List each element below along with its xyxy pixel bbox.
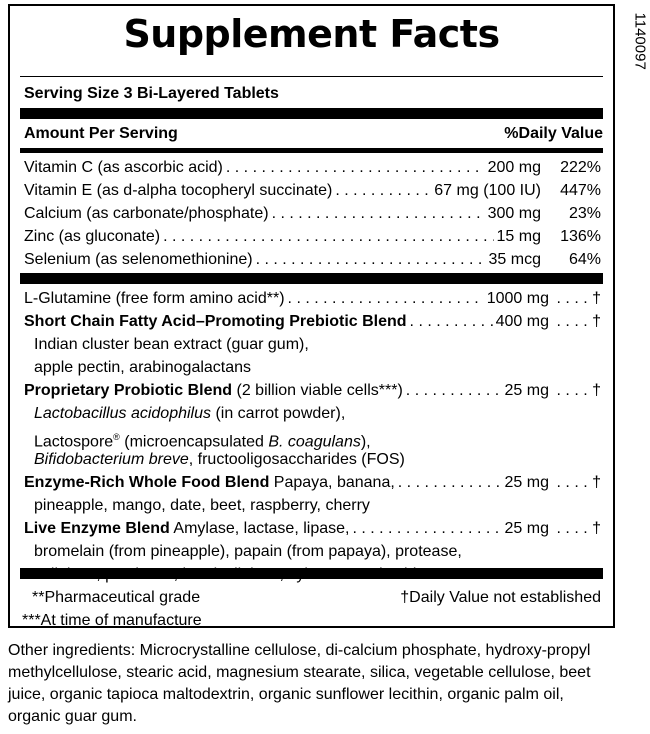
panel-title: Supplement Facts (123, 12, 500, 56)
footnote-dv: †Daily Value not established (400, 589, 601, 606)
strain-name: Bifidobacterium breve (34, 451, 189, 468)
side-code (630, 12, 649, 94)
nutrient-row (24, 181, 601, 201)
probiotic-desc: (2 billion viable cells***) (232, 382, 403, 399)
nutrient-row (24, 204, 601, 224)
probiotic-line-3 (34, 450, 405, 470)
nutrient-amount: 15 mg (496, 228, 541, 245)
nutrient-dv: 222% (560, 159, 601, 176)
other-ingredients: Other ingredients: Microcrystalline cellulose, di-calcium phosphate, hydroxy-propyl methylcellulose, stearic acid, magnesium stearate, silica, vegetable cellulose, beet juice, organic tapioca maltodextrin, organic sunflower lecithin, organic palm oil, organic guar gum. (8, 642, 591, 725)
nutrient-amount: 35 mcg (488, 251, 541, 268)
nutrient-row (24, 158, 601, 178)
glutamine-amount: 1000 mg (486, 290, 549, 307)
probiotic-amount: 25 mg (504, 382, 549, 399)
live-enzyme-row (24, 519, 601, 539)
live-enzyme-amount: 25 mg (504, 520, 549, 537)
nutrient-amount: 200 mg (487, 159, 541, 176)
footnote-manufacture: ***At time of manufacture (22, 612, 202, 629)
product-code: 1140097 (631, 12, 649, 70)
nutrient-row (24, 250, 601, 270)
scfa-dv: . . . . † (556, 313, 601, 330)
strain-name: Lactobacillus acidophilus (34, 405, 211, 422)
strain-name: B. coagulans (268, 433, 361, 451)
scfa-ingredients-2: apple pectin, arabinogalactans (34, 359, 252, 376)
probiotic-line-1-text: (in carrot powder), (211, 405, 346, 422)
enzyme-food-ingredients: pineapple, mango, date, beet, raspberry, cherry (34, 497, 370, 514)
nutrient-dv: 23% (568, 205, 601, 222)
nutrient-row (24, 227, 601, 247)
enzyme-food-desc: Papaya, banana, (269, 474, 395, 491)
divider-thick (20, 108, 603, 119)
scfa-ingredients-1: Indian cluster bean extract (guar gum), (34, 336, 309, 353)
enzyme-food-row (24, 473, 601, 493)
enzyme-food-dv: . . . . † (556, 474, 601, 491)
probiotic-line-2 (34, 427, 371, 452)
live-enzyme-name: Live Enzyme Blend (24, 520, 170, 537)
dv-header: %Daily Value (504, 125, 603, 142)
amount-header: Amount Per Serving (24, 125, 178, 142)
probiotic-dv: . . . . † (556, 382, 601, 399)
nutrient-dv: 64% (568, 251, 601, 268)
divider-thin (20, 76, 603, 77)
nutrient-label: Vitamin E (as d-alpha tocopheryl succinate) (24, 182, 333, 199)
divider-thick (20, 568, 603, 579)
probiotic-line-2-text: (microencapsulated (119, 433, 269, 451)
nutrient-amount: 67 mg (100 IU) (434, 182, 541, 199)
nutrient-label: Zinc (as gluconate) (24, 228, 161, 245)
glutamine-label: L-Glutamine (free form amino acid**) (24, 290, 285, 307)
enzyme-food-name: Enzyme-Rich Whole Food Blend (24, 474, 270, 491)
nutrient-dv: 447% (560, 182, 601, 199)
glutamine-row (24, 289, 601, 309)
nutrient-dv: 136% (560, 228, 601, 245)
scfa-row (24, 312, 601, 332)
live-enzyme-desc: Amylase, lactase, lipase, (169, 520, 350, 537)
serving-size: Serving Size 3 Bi-Layered Tablets (24, 85, 279, 102)
probiotic-name: Proprietary Probiotic Blend (24, 382, 233, 399)
nutrient-amount: 300 mg (487, 205, 541, 222)
footnote-pharma: **Pharmaceutical grade (32, 589, 201, 606)
glutamine-dv: . . . . † (556, 290, 601, 307)
supplement-facts-panel (8, 4, 615, 628)
probiotic-line-2-end: ), (360, 433, 371, 451)
nutrient-label: Calcium (as carbonate/phosphate) (24, 205, 269, 222)
lactospore-text: Lactospore (34, 433, 114, 451)
divider-medium (20, 148, 603, 153)
registered-mark: ® (113, 432, 120, 442)
probiotic-line-1 (34, 404, 345, 424)
nutrient-label: Vitamin C (as ascorbic acid) (24, 159, 223, 176)
enzyme-food-amount: 25 mg (504, 474, 549, 491)
live-enzyme-ingredients-1: bromelain (from pineapple), papain (from papaya), protease, (34, 543, 462, 560)
divider-thick (20, 273, 603, 284)
probiotic-row (24, 381, 601, 401)
scfa-amount: 400 mg (495, 313, 549, 330)
live-enzyme-dv: . . . . † (556, 520, 601, 537)
nutrient-label: Selenium (as selenomethionine) (24, 251, 253, 268)
scfa-name: Short Chain Fatty Acid–Promoting Prebiotic Blend (24, 313, 407, 330)
probiotic-line-3-text: , fructooligosaccharides (FOS) (188, 451, 405, 468)
